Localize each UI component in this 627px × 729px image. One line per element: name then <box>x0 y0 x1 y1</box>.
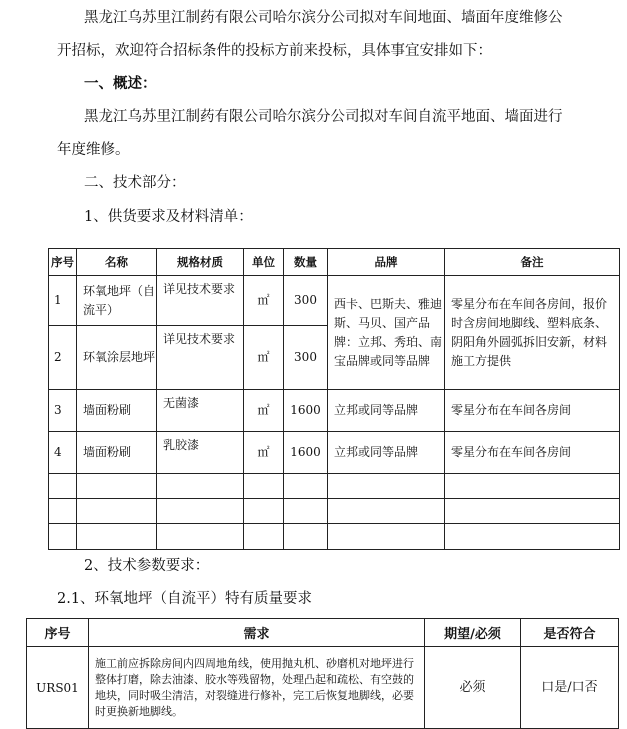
col-header-name: 名称 <box>77 249 157 276</box>
col-header-brand: 品牌 <box>328 249 445 276</box>
row-name: 墙面粉刷 <box>77 432 157 474</box>
col-header-requirement: 需求 <box>89 619 425 647</box>
row-unit: ㎡ <box>244 432 284 474</box>
row-note: 零星分布在车间各房间 <box>445 390 620 432</box>
requirements-table <box>26 618 619 729</box>
section-2-sub-2: 2、技术参数要求： <box>84 558 210 574</box>
table-row <box>49 276 620 326</box>
col-header-no: 序号 <box>49 249 77 276</box>
row-note: 零星分布在车间各房间 <box>445 432 620 474</box>
row-spec: 乳胶漆 <box>157 432 244 474</box>
section-1-heading: 一、概述： <box>84 75 157 92</box>
col-header-note: 备注 <box>445 249 620 276</box>
row-brand: 立邦或同等品牌 <box>328 432 445 474</box>
row-name: 墙面粉刷 <box>77 390 157 432</box>
col-header-expect: 期望/必须 <box>425 619 521 647</box>
row-id: URS01 <box>27 647 89 729</box>
row-no: 1 <box>49 276 77 326</box>
table-header-row <box>49 249 620 276</box>
row-brand: 立邦或同等品牌 <box>328 390 445 432</box>
table-row-empty <box>49 474 620 499</box>
row-unit: ㎡ <box>244 390 284 432</box>
table-row <box>27 647 619 729</box>
table-row <box>49 432 620 474</box>
section-2-sub-1: 1、供货要求及材料清单： <box>84 209 253 225</box>
row-qty: 1600 <box>284 432 328 474</box>
col-header-unit: 单位 <box>244 249 284 276</box>
row-qty: 300 <box>284 276 328 326</box>
row-unit: ㎡ <box>244 326 284 390</box>
row-no: 3 <box>49 390 77 432</box>
row-no: 2 <box>49 326 77 390</box>
table-header-row <box>27 619 619 647</box>
row-spec: 无菌漆 <box>157 390 244 432</box>
row-comply: 口是/口否 <box>521 647 619 729</box>
row-expect: 必须 <box>425 647 521 729</box>
row-brand-merged: 西卡、巴斯夫、雅迪斯、马贝、国产品牌：立邦、秀珀、南宝品牌或同等品牌 <box>328 276 445 390</box>
row-spec: 详见技术要求 <box>157 276 244 326</box>
section-2-heading: 二、技术部分： <box>84 175 186 191</box>
col-header-spec: 规格材质 <box>157 249 244 276</box>
table-row-empty <box>49 524 620 550</box>
section-1-line-1: 黑龙江乌苏里江制药有限公司哈尔滨分公司拟对车间自流平地面、墙面进行 <box>84 109 563 125</box>
row-qty: 300 <box>284 326 328 390</box>
col-header-id: 序号 <box>27 619 89 647</box>
row-requirement: 施工前应拆除房间内四周地角线，使用抛丸机、砂磨机对地坪进行整体打磨，除去油漆、胶水等残留物，处理凸起和疏松、有空鼓的地块，同时吸尘清洁，对裂缝进行修补，完工后恢复地脚线，必要时更换新地脚线。 <box>89 647 425 729</box>
col-header-qty: 数量 <box>284 249 328 276</box>
intro-line-1: 黑龙江乌苏里江制药有限公司哈尔滨分公司拟对车间地面、墙面年度维修公 <box>84 10 563 26</box>
table-row-empty <box>49 499 620 524</box>
row-name: 环氧涂层地坪 <box>77 326 157 390</box>
row-qty: 1600 <box>284 390 328 432</box>
row-no: 4 <box>49 432 77 474</box>
row-name: 环氧地坪（自流平） <box>77 276 157 326</box>
intro-line-2: 开招标，欢迎符合招标条件的投标方前来投标，具体事宜安排如下： <box>57 43 492 59</box>
row-note-merged: 零星分布在车间各房间，报价时含房间地脚线、塑料底条、阴阳角外圆弧拆旧安新，材料施工方提供 <box>445 276 620 390</box>
table-row <box>49 390 620 432</box>
materials-table <box>48 248 620 550</box>
col-header-comply: 是否符合 <box>521 619 619 647</box>
section-1-line-2: 年度维修。 <box>57 142 130 158</box>
row-spec: 详见技术要求 <box>157 326 244 390</box>
section-2-sub-2-1: 2.1、环氧地坪（自流平）特有质量要求 <box>57 591 313 607</box>
row-unit: ㎡ <box>244 276 284 326</box>
